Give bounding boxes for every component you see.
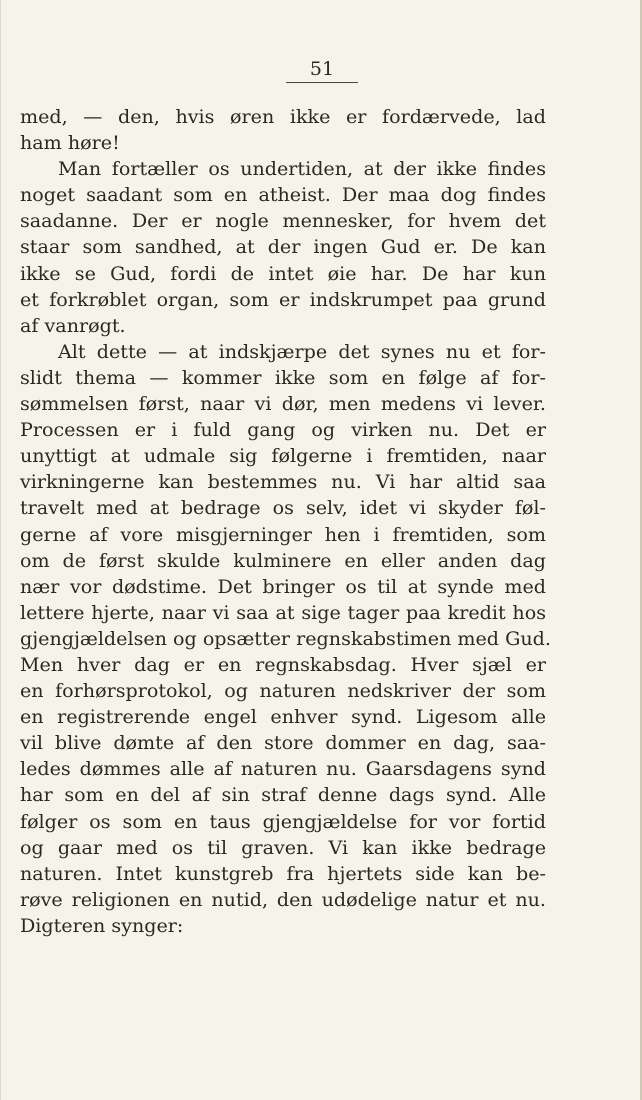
page-number-text: 51 bbox=[309, 58, 335, 80]
text-line: staar som sandhed, at der ingen Gud er. De kan bbox=[20, 235, 546, 259]
text-line: Man fortæller os undertiden, at der ikke findes bbox=[58, 157, 546, 181]
text-line: Processen er i fuld gang og virken nu. Det er bbox=[20, 418, 546, 442]
text-line: unyttigt at udmale sig følgerne i fremtiden, naar bbox=[20, 444, 546, 468]
text-line: og gaar med os til graven. Vi kan ikke bedrage bbox=[20, 835, 546, 859]
text-line: har som en del af sin straf denne dags synd. Alle bbox=[20, 783, 546, 807]
text-line: vil blive dømte af den store dommer en dag, saa- bbox=[20, 731, 546, 755]
text-line: følger os som en taus gjengjældelse for vor fortid bbox=[20, 809, 546, 833]
text-line: ham høre! bbox=[20, 131, 120, 155]
text-line: virkningerne kan bestemmes nu. Vi har altid saa bbox=[20, 470, 546, 494]
text-line: lettere hjerte, naar vi saa at sige tager paa kredit hos bbox=[20, 600, 546, 624]
text-line: af vanrøgt. bbox=[20, 313, 126, 337]
text-line: slidt thema — kommer ikke som en følge af for- bbox=[20, 365, 546, 389]
page-number-rule bbox=[286, 82, 358, 83]
text-line: en forhørsprotokol, og naturen nedskriver der som bbox=[20, 679, 546, 703]
text-line: saadanne. Der er nogle mennesker, for hvem det bbox=[20, 209, 546, 233]
text-line: sømmelsen først, naar vi dør, men medens vi lever. bbox=[20, 392, 546, 416]
page-number bbox=[1, 58, 642, 83]
text-line: travelt med at bedrage os selv, idet vi skyder føl- bbox=[20, 496, 546, 520]
text-line: naturen. Intet kunstgreb fra hjertets side kan be- bbox=[20, 861, 546, 885]
text-line: Men hver dag er en regnskabsdag. Hver sjæl er bbox=[20, 652, 546, 676]
text-line: med, — den, hvis øren ikke er fordærvede, lad bbox=[20, 105, 546, 128]
text-line: en registrerende engel enhver synd. Ligesom alle bbox=[20, 705, 546, 729]
text-line: gjengjældelsen og opsætter regnskabstimen med Gud. bbox=[20, 626, 551, 650]
body-text bbox=[20, 104, 551, 939]
text-line: Digteren synger: bbox=[20, 913, 184, 937]
text-line: nær vor dødstime. Det bringer os til at synde med bbox=[20, 574, 546, 598]
text-line: noget saadant som en atheist. Der maa dog findes bbox=[20, 183, 546, 207]
text-line: Alt dette — at indskjærpe det synes nu et for- bbox=[58, 339, 546, 363]
text-line: om de først skulde kulminere en eller anden dag bbox=[20, 548, 546, 572]
text-line: ikke se Gud, fordi de intet øie har. De har kun bbox=[20, 261, 546, 285]
text-line: gerne af vore misgjerninger hen i fremtiden, som bbox=[20, 522, 546, 546]
text-line: et forkrøblet organ, som er indskrumpet paa grund bbox=[20, 287, 546, 311]
text-line: røve religionen en nutid, den udødelige natur et nu. bbox=[20, 887, 546, 911]
text-line: ledes dømmes alle af naturen nu. Gaarsdagens synd bbox=[20, 757, 546, 781]
